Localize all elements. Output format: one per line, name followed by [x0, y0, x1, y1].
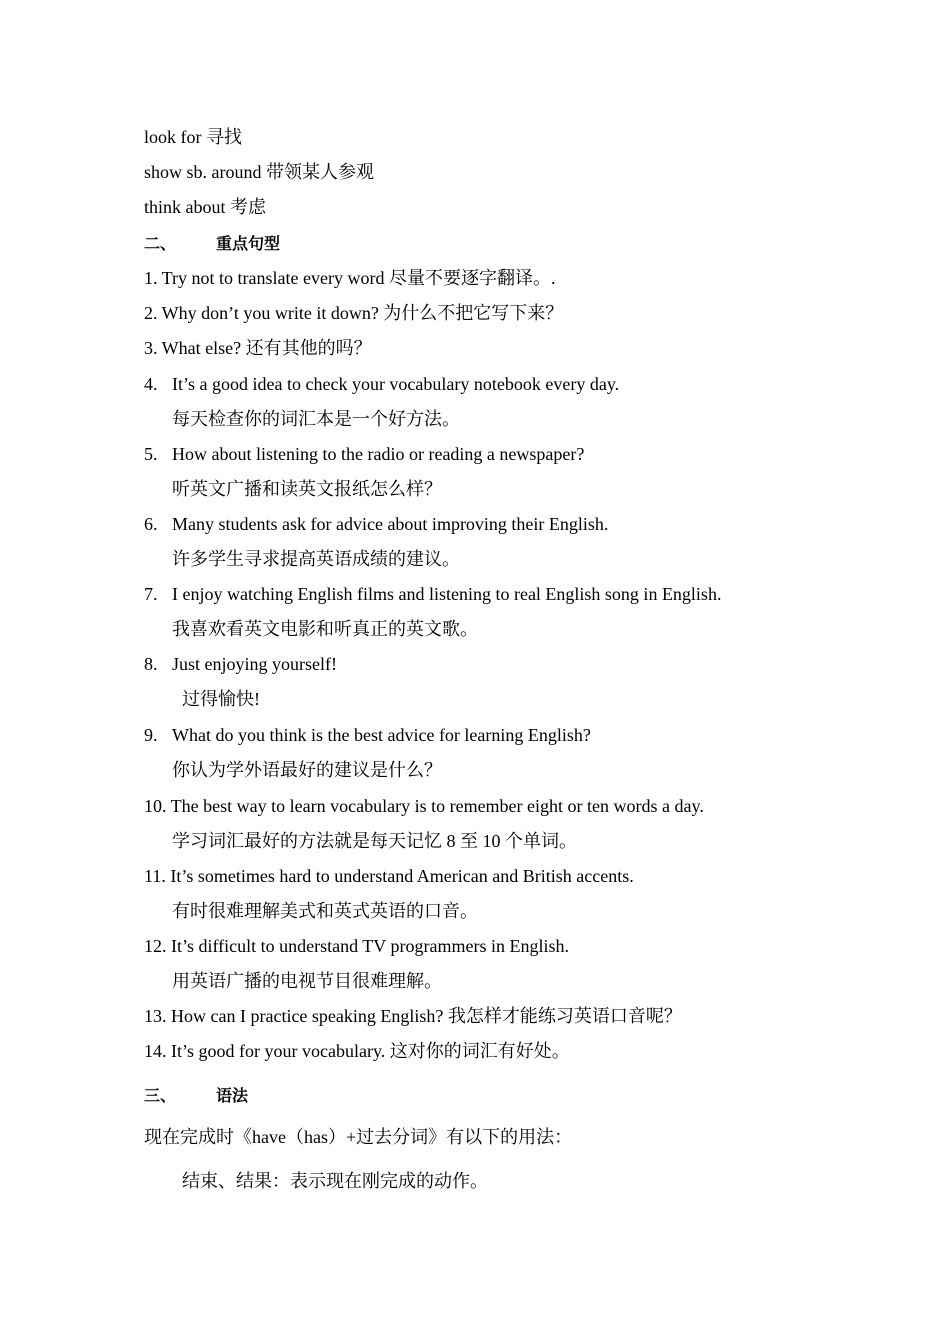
section-heading-key-sentences [144, 233, 280, 255]
sentence-5-en [144, 443, 584, 465]
section-number: 三、 [144, 1086, 177, 1105]
sentence-text: What do you think is the best advice for learning English? [172, 725, 591, 745]
list-number: 4. [144, 374, 158, 394]
sentence-8-en [144, 653, 337, 675]
sentence-14: 14. It’s good for your vocabulary. 这对你的词汇有好处。 [144, 1041, 570, 1061]
section-title: 重点句型 [216, 234, 281, 253]
list-number: 8. [144, 654, 158, 674]
list-number: 7. [144, 584, 158, 604]
list-number: 6. [144, 514, 158, 534]
sentence-text: How about listening to the radio or reading a newspaper? [172, 444, 585, 464]
list-number: 5. [144, 444, 158, 464]
sentence-4-en [144, 373, 619, 395]
sentence-1: 1. Try not to translate every word 尽量不要逐字翻译。. [144, 268, 556, 288]
sentence-text: Many students ask for advice about improving their English. [172, 514, 609, 534]
sentence-7-en [144, 583, 721, 605]
sentence-text: It’s a good idea to check your vocabulary notebook every day. [172, 374, 620, 394]
section-number: 二、 [144, 234, 177, 253]
sentence-text: I enjoy watching English films and listening to real English song in English. [172, 584, 722, 604]
sentence-5-zh: 听英文广播和读英文报纸怎么样？ [172, 479, 442, 499]
sentence-12-en: 12. It’s difficult to understand TV programmers in English. [144, 936, 569, 956]
sentence-12-zh: 用英语广播的电视节目很难理解。 [172, 971, 442, 991]
sentence-10-en: 10. The best way to learn vocabulary is to remember eight or ten words a day. [144, 796, 704, 816]
phrase-show-around: show sb. around 带领某人参观 [144, 162, 374, 182]
section-heading-grammar [144, 1085, 248, 1107]
sentence-8-zh: 过得愉快! [182, 689, 260, 709]
sentence-10-zh: 学习词汇最好的方法就是每天记忆 8 至 10 个单词。 [172, 831, 577, 851]
sentence-11-zh: 有时很难理解美式和英式英语的口音。 [172, 901, 478, 921]
grammar-intro: 现在完成时《have（has）+过去分词》有以下的用法： [144, 1127, 573, 1147]
sentence-9-en [144, 724, 591, 746]
sentence-3: 3. What else? 还有其他的吗？ [144, 338, 372, 358]
phrase-look-for: look for 寻找 [144, 127, 242, 147]
grammar-usage-1: 结束、结果：表示现在刚完成的动作。 [182, 1171, 488, 1191]
sentence-9-zh: 你认为学外语最好的建议是什么？ [172, 760, 442, 780]
list-number: 9. [144, 725, 158, 745]
sentence-7-zh: 我喜欢看英文电影和听真正的英文歌。 [172, 619, 478, 639]
sentence-4-zh: 每天检查你的词汇本是一个好方法。 [172, 409, 460, 429]
sentence-text: Just enjoying yourself! [172, 654, 337, 674]
sentence-2: 2. Why don’t you write it down? 为什么不把它写下来？ [144, 303, 564, 323]
sentence-6-en [144, 513, 608, 535]
sentence-13: 13. How can I practice speaking English? 我怎样才能练习英语口音呢？ [144, 1006, 682, 1026]
phrase-think-about: think about 考虑 [144, 197, 266, 217]
sentence-6-zh: 许多学生寻求提高英语成绩的建议。 [172, 549, 460, 569]
sentence-11-en: 11. It’s sometimes hard to understand American and British accents. [144, 866, 634, 886]
section-title: 语法 [216, 1086, 249, 1105]
